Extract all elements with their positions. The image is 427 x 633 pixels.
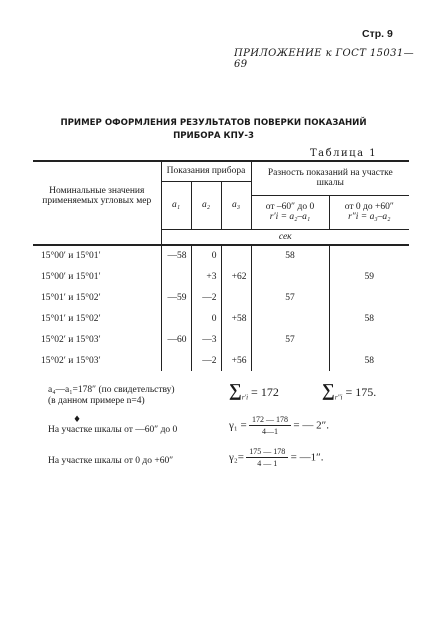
gamma2-numerator: 175 — 178 — [246, 447, 288, 458]
gamma2-fraction — [246, 447, 288, 468]
cell-a2: +3 — [191, 266, 221, 287]
cell-a1: —58 — [161, 245, 191, 266]
cell-a2: 0 — [191, 308, 221, 329]
subheader-positive — [329, 195, 409, 229]
cell-a3 — [221, 245, 251, 266]
table-row — [33, 308, 409, 329]
gamma2-formula — [229, 447, 323, 468]
cell-diff-negative: 58 — [251, 245, 329, 266]
table-row — [33, 245, 409, 266]
cell-a3 — [221, 329, 251, 350]
header-a1: a₁ — [161, 181, 191, 229]
cell-a2: —3 — [191, 329, 221, 350]
subheader-negative-range: от –60″ до 0 — [265, 202, 315, 212]
page-number: Стр. 9 — [362, 28, 393, 40]
gamma1-label: γ₁ = — [229, 419, 247, 432]
table-row — [33, 329, 409, 350]
cell-nominal: 15°00′ и 15°01′ — [33, 266, 161, 287]
gamma2-result: = —1″. — [290, 451, 324, 464]
subheader-positive-formula: r″i = a₃–a₂ — [348, 212, 391, 222]
sum-positive-value: = 175. — [345, 385, 377, 399]
header-a3: a₃ — [221, 181, 251, 229]
segment-negative: На участке шкалы от —60″ до 0 — [48, 425, 178, 435]
table-row — [33, 287, 409, 308]
cell-a3: +56 — [221, 350, 251, 371]
cell-nominal: 15°02′ и 15°03′ — [33, 329, 161, 350]
sum-negative — [229, 380, 279, 401]
subheader-negative-formula: r′i = a₂–a₁ — [269, 212, 311, 222]
cell-diff-positive — [329, 245, 409, 266]
sigma-icon: ∑ — [322, 380, 335, 400]
segment-positive: На участке шкалы от 0 до +60″ — [48, 456, 174, 466]
cell-diff-positive: 58 — [364, 313, 375, 324]
cell-diff-negative: 57 — [251, 287, 329, 308]
cell-diff-negative: 57 — [251, 329, 329, 350]
cell-nominal: 15°01′ и 15°02′ — [33, 308, 161, 329]
cell-diff-negative — [251, 350, 329, 371]
document-title-line1: ПРИМЕР ОФОРМЛЕНИЯ РЕЗУЛЬТАТОВ ПОВЕРКИ ПОКАЗАНИЙ — [60, 118, 367, 128]
gamma1-formula — [229, 415, 329, 436]
cell-a3: +62 — [221, 266, 251, 287]
cell-a2: 0 — [191, 245, 221, 266]
gamma1-result: = — 2″. — [293, 419, 329, 432]
cell-nominal: 15°02′ и 15°03′ — [33, 350, 161, 371]
header-difference: Разность показаний на участке шкалы — [251, 161, 409, 195]
sum-subscript-right: r″i — [334, 393, 343, 402]
note-line2: (в данном примере n=4) — [48, 396, 145, 406]
cell-nominal: 15°01′ и 15°02′ — [33, 287, 161, 308]
document-title-line2: ПРИБОРА КПУ-3 — [173, 131, 254, 141]
gamma2-denominator: 4 — 1 — [257, 459, 278, 468]
cell-a1 — [161, 308, 191, 329]
cell-diff-positive: 59 — [364, 271, 375, 282]
header-a2: a₂ — [191, 181, 221, 229]
table-row — [33, 350, 409, 371]
table-unit-row — [33, 229, 409, 245]
cell-diff-positive: 58 — [364, 355, 375, 366]
sum-positive — [322, 380, 376, 401]
unit-spacer — [33, 229, 161, 245]
cell-nominal: 15°00′ и 15°01′ — [33, 245, 161, 266]
cell-a3 — [221, 287, 251, 308]
subheader-positive-range: от 0 до +60″ — [344, 202, 394, 212]
gamma1-numerator: 172 — 178 — [249, 415, 291, 426]
bullet-mark: ♦ — [73, 415, 82, 425]
table-row — [33, 266, 409, 287]
appendix-label: ПРИЛОЖЕНИЕ к ГОСТ 15031—69 — [234, 48, 415, 70]
cell-diff-negative — [251, 308, 329, 329]
cell-a2: —2 — [191, 287, 221, 308]
header-readings: Показания прибора — [161, 161, 251, 181]
sum-subscript-left: r′i — [241, 393, 249, 402]
results-table — [33, 160, 409, 371]
unit-label: сек — [161, 229, 409, 245]
sum-negative-value: = 172 — [251, 385, 279, 399]
cell-a1 — [161, 350, 191, 371]
cell-diff-positive — [329, 329, 409, 350]
gamma1-denominator: 4—1 — [262, 427, 279, 436]
gamma2-label: γ₂= — [229, 451, 244, 464]
cell-diff-positive — [329, 287, 409, 308]
gamma1-fraction — [249, 415, 291, 436]
cell-a1: —60 — [161, 329, 191, 350]
cell-a2: —2 — [191, 350, 221, 371]
sigma-icon: ∑ — [229, 380, 242, 400]
subheader-negative — [251, 195, 329, 229]
cell-a1: —59 — [161, 287, 191, 308]
table-header-row1 — [33, 161, 409, 181]
cell-a3: +58 — [221, 308, 251, 329]
cell-a1 — [161, 266, 191, 287]
cell-diff-negative — [251, 266, 329, 287]
note-line1: a₄—a₁=178″ (по свидетельству) — [48, 385, 175, 395]
table-caption: Таблица 1 — [310, 148, 378, 159]
header-nominal: Номинальные значения применяемых угловых мер — [33, 161, 161, 229]
